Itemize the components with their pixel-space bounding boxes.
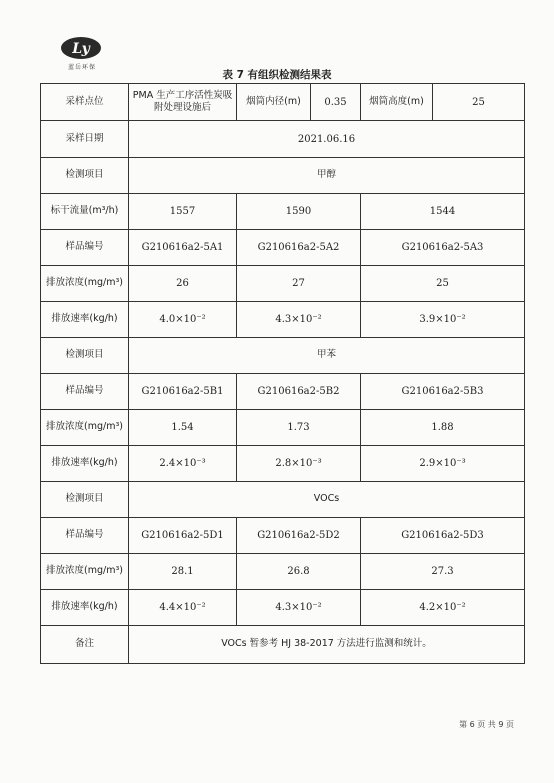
value-cell: G210616a2-5A1	[129, 230, 237, 266]
table-row	[41, 518, 525, 554]
sampling-point-value: PMA 生产工序活性炭吸附处理设施后	[129, 84, 237, 121]
value-cell: 2.9×10⁻³	[361, 446, 525, 482]
value-cell: 1.88	[361, 410, 525, 446]
table-row	[41, 266, 525, 302]
table-row	[41, 482, 525, 518]
value-cell: 1557	[129, 194, 237, 230]
chimney-height-value: 25	[433, 84, 525, 121]
table-title: 表 7 有组织检测结果表	[222, 69, 332, 81]
row-label: 样品编号	[41, 374, 129, 410]
row-label: 标干流量(m³/h)	[41, 194, 129, 230]
table-row	[41, 338, 525, 374]
row-label: 排放速率(kg/h)	[41, 302, 129, 338]
detection-item-value: 甲醇	[129, 158, 525, 194]
value-cell: 4.3×10⁻²	[237, 590, 361, 626]
table-row	[41, 194, 525, 230]
table-row	[41, 626, 525, 664]
table-row	[41, 590, 525, 626]
svg-text:Ly: Ly	[72, 41, 90, 57]
remark-label: 备注	[41, 626, 129, 664]
value-cell: G210616a2-5D1	[129, 518, 237, 554]
table-row	[41, 446, 525, 482]
value-cell: 3.9×10⁻²	[361, 302, 525, 338]
value-cell: G210616a2-5B3	[361, 374, 525, 410]
table-row	[41, 374, 525, 410]
table-row	[41, 554, 525, 590]
value-cell: 1544	[361, 194, 525, 230]
remark-value: VOCs 暂参考 HJ 38-2017 方法进行监测和统计。	[129, 626, 525, 664]
company-name: 蓝岳环保	[67, 64, 96, 71]
value-cell: G210616a2-5D2	[237, 518, 361, 554]
value-cell: 4.0×10⁻²	[129, 302, 237, 338]
value-cell: 1590	[237, 194, 361, 230]
value-cell: 27.3	[361, 554, 525, 590]
value-cell: 4.4×10⁻²	[129, 590, 237, 626]
value-cell: G210616a2-5D3	[361, 518, 525, 554]
detection-item-value: 甲苯	[129, 338, 525, 374]
detection-item-value: VOCs	[129, 482, 525, 518]
value-cell: G210616a2-5B1	[129, 374, 237, 410]
row-label: 排放浓度(mg/m³)	[41, 266, 129, 302]
results-table	[40, 83, 525, 664]
value-cell: 2.4×10⁻³	[129, 446, 237, 482]
row-label: 排放速率(kg/h)	[41, 590, 129, 626]
detection-item-label: 检测项目	[41, 482, 129, 518]
value-cell: 4.2×10⁻²	[361, 590, 525, 626]
row-label: 样品编号	[41, 230, 129, 266]
sampling-point-label: 采样点位	[41, 84, 129, 121]
table-row	[41, 158, 525, 194]
detection-item-label: 检测项目	[41, 338, 129, 374]
table-row	[41, 230, 525, 266]
detection-item-label: 检测项目	[41, 158, 129, 194]
row-label: 排放速率(kg/h)	[41, 446, 129, 482]
table-row	[41, 302, 525, 338]
value-cell: 28.1	[129, 554, 237, 590]
value-cell: G210616a2-5A3	[361, 230, 525, 266]
row-label: 排放浓度(mg/m³)	[41, 554, 129, 590]
results-table-body	[41, 84, 525, 664]
value-cell: 2.8×10⁻³	[237, 446, 361, 482]
sampling-date-label: 采样日期	[41, 121, 129, 158]
row-label: 样品编号	[41, 518, 129, 554]
chimney-diameter-label: 烟筒内径(m)	[237, 84, 311, 121]
row-label: 排放浓度(mg/m³)	[41, 410, 129, 446]
table-row	[41, 410, 525, 446]
value-cell: 1.73	[237, 410, 361, 446]
value-cell: 25	[361, 266, 525, 302]
chimney-diameter-value: 0.35	[311, 84, 361, 121]
value-cell: 26	[129, 266, 237, 302]
table-row	[41, 84, 525, 121]
table-row	[41, 121, 525, 158]
value-cell: 4.3×10⁻²	[237, 302, 361, 338]
chimney-height-label: 烟筒高度(m)	[361, 84, 433, 121]
value-cell: G210616a2-5A2	[237, 230, 361, 266]
value-cell: 1.54	[129, 410, 237, 446]
sampling-date-value: 2021.06.16	[129, 121, 525, 158]
value-cell: G210616a2-5B2	[237, 374, 361, 410]
value-cell: 26.8	[237, 554, 361, 590]
page-number: 第 6 页 共 9 页	[459, 720, 514, 729]
value-cell: 27	[237, 266, 361, 302]
